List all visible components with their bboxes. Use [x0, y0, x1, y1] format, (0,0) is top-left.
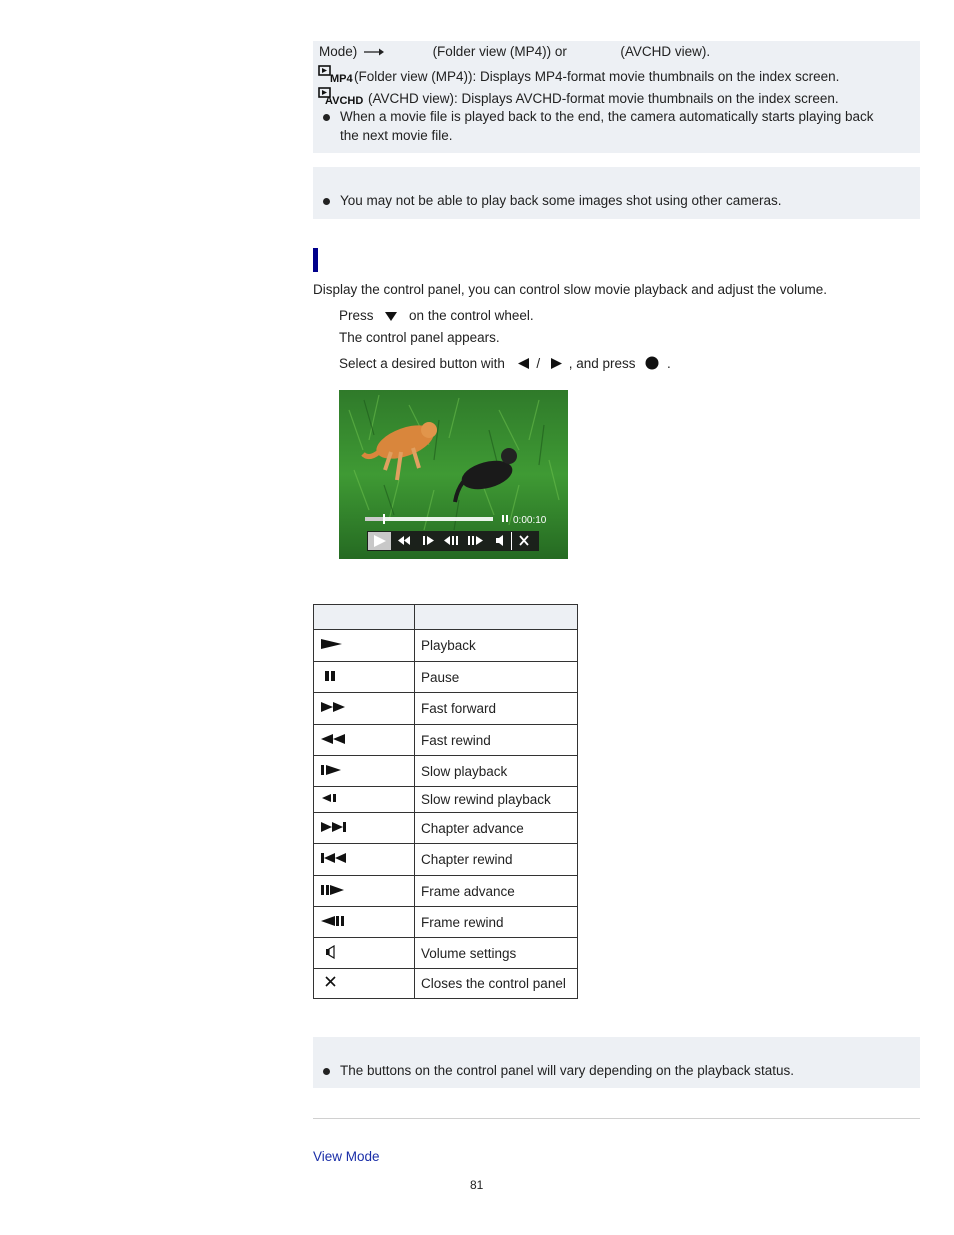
- table-cell-icon: [314, 938, 415, 969]
- close-icon: [320, 975, 346, 989]
- table-cell-label: Chapter advance: [415, 813, 578, 844]
- table-cell-icon: [314, 876, 415, 907]
- step-2-pre: Select a desired button with: [339, 356, 505, 371]
- folder-view-mp4-icon: [318, 65, 354, 86]
- avchd-description-text: (AVCHD view): Displays AVCHD-format movie thumbnails on the index screen.: [368, 91, 839, 106]
- mp4-description-text: (Folder view (MP4)): Displays MP4-format movie thumbnails on the index screen.: [354, 69, 840, 84]
- table-row: [314, 876, 578, 907]
- table-row: [314, 662, 578, 693]
- table-row: [314, 725, 578, 756]
- table-header-row: [314, 605, 578, 630]
- intro-text: Display the control panel, you can control slow movie playback and adjust the volume.: [313, 282, 828, 297]
- table-cell-label: Frame advance: [415, 876, 578, 907]
- mode-line: [319, 44, 710, 59]
- autoplay-note-cont: the next movie file.: [340, 128, 453, 143]
- table-row: [314, 938, 578, 969]
- slow-playback-icon: [320, 763, 346, 777]
- frame-advance-icon: [320, 883, 348, 897]
- svg-text:AVCHD: AVCHD: [325, 95, 364, 105]
- chapter-advance-icon: [320, 820, 350, 834]
- timecode: 0:00:10: [513, 515, 547, 526]
- mode-text: Mode): [319, 44, 358, 59]
- table-cell-label: Fast rewind: [415, 725, 578, 756]
- chapter-rewind-icon: [320, 851, 350, 865]
- play-icon: [320, 637, 346, 651]
- table-row: [314, 969, 578, 999]
- note-box-panel-buttons: [313, 1037, 920, 1088]
- autoplay-note: When a movie file is played back to the end, the camera automatically starts playing back: [340, 109, 874, 124]
- table-cell-icon: [314, 813, 415, 844]
- note-box-compat: [313, 167, 920, 219]
- avchd-description: [318, 87, 839, 108]
- bullet-dot: [323, 1068, 330, 1075]
- table-cell-label: Volume settings: [415, 938, 578, 969]
- left-triangle-icon: [515, 357, 531, 370]
- step-1-sub: The control panel appears.: [339, 330, 500, 345]
- panel-buttons-note: The buttons on the control panel will vary depending on the playback status.: [340, 1063, 795, 1078]
- table-header-cell: [314, 605, 415, 630]
- table-cell-label: Pause: [415, 662, 578, 693]
- table-cell-label: Fast forward: [415, 693, 578, 725]
- step-1-rest: on the control wheel.: [409, 308, 534, 323]
- table-row: [314, 907, 578, 938]
- step-2-post: , and press: [568, 356, 636, 371]
- bullet-dot: [323, 198, 330, 205]
- down-triangle-icon: [383, 310, 399, 322]
- movie-playback-photo: [339, 390, 568, 559]
- right-arrow-icon: [363, 47, 385, 57]
- table-cell-label: Chapter rewind: [415, 844, 578, 876]
- table-cell-label: Playback: [415, 630, 578, 662]
- table-cell-label: Frame rewind: [415, 907, 578, 938]
- volume-icon: [320, 945, 346, 959]
- step-2-slash: /: [536, 356, 541, 371]
- step-2: [339, 356, 671, 371]
- table-cell-icon: [314, 787, 415, 813]
- note-box-view-mode: [313, 41, 920, 153]
- table-row: [314, 787, 578, 813]
- right-triangle-icon: [548, 357, 564, 370]
- table-cell-icon: [314, 630, 415, 662]
- fast-rewind-icon: [320, 732, 348, 746]
- table-row: [314, 630, 578, 662]
- avchd-view-text: (AVCHD view).: [620, 44, 711, 59]
- section-heading-marker: [313, 248, 318, 272]
- table-cell-icon: [314, 907, 415, 938]
- table-cell-icon: [314, 725, 415, 756]
- table-cell-label: Slow playback: [415, 756, 578, 787]
- divider: [313, 1118, 920, 1119]
- table-cell-label: Slow rewind playback: [415, 787, 578, 813]
- compat-note: You may not be able to play back some images shot using other cameras.: [340, 193, 782, 208]
- table-row: [314, 844, 578, 876]
- bullet-dot: [323, 114, 330, 121]
- step-2-end: .: [667, 356, 671, 371]
- table-header-cell: [415, 605, 578, 630]
- table-cell-icon: [314, 844, 415, 876]
- page-number: 81: [470, 1178, 484, 1192]
- table-row: [314, 693, 578, 725]
- control-panel-table: [313, 604, 578, 999]
- table-cell-label: Closes the control panel: [415, 969, 578, 999]
- frame-rewind-icon: [320, 914, 348, 928]
- table-cell-icon: [314, 756, 415, 787]
- avchd-view-icon: [318, 87, 368, 108]
- pause-icon: [320, 669, 346, 683]
- table-cell-icon: [314, 969, 415, 999]
- step-1-press: Press: [339, 308, 374, 323]
- related-link-view-mode[interactable]: View Mode: [313, 1149, 380, 1164]
- mp4-description: [318, 65, 839, 86]
- step-1: [339, 308, 534, 323]
- folder-view-text: (Folder view (MP4)) or: [432, 44, 567, 59]
- table-cell-icon: [314, 662, 415, 693]
- table-row: [314, 756, 578, 787]
- table-row: [314, 813, 578, 844]
- slow-rewind-icon: [320, 792, 342, 804]
- center-button-icon: [643, 356, 661, 370]
- svg-text:MP4: MP4: [330, 73, 353, 83]
- fast-forward-icon: [320, 700, 348, 714]
- table-cell-icon: [314, 693, 415, 725]
